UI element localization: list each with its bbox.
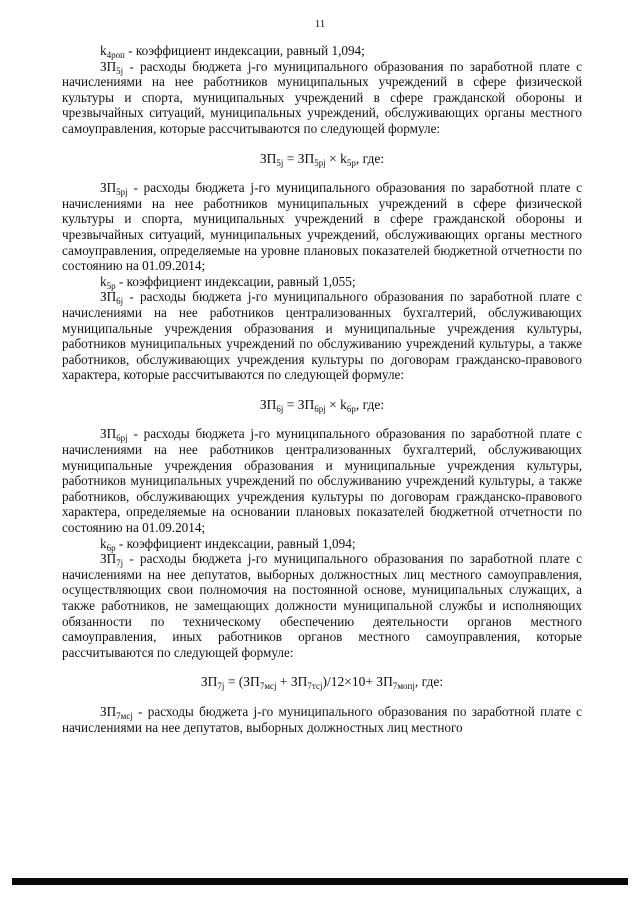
spacer: [62, 660, 582, 674]
paragraph: [62, 43, 582, 59]
page-bottom-rule: [12, 878, 628, 885]
text-run: ЗП: [259, 150, 277, 166]
text-run: k: [100, 273, 107, 289]
text-run: - расходы бюджета j-го муниципального образования по заработной плате с начислениями на нее работников централизованных бухгалтерий, обслуживающих муниципальные учреждения образования и муниципальные учреждения культуры, работников муниципальных учреждений по обслуживанию учреждений культуры, а также работников, обслуживающих учреждения культуры по договорам гражданско-правового характера, которые рассчитываются по следующей формуле:: [62, 289, 582, 383]
text-run: - коэффициент индексации, равный 1,094;: [115, 535, 356, 551]
subscript: 5j: [116, 65, 124, 76]
subscript: 5j: [276, 157, 284, 168]
subscript: 5pj: [116, 187, 128, 198]
formula-line: [62, 151, 582, 167]
text-run: ЗП: [100, 180, 117, 196]
paragraph: [62, 426, 582, 535]
subscript: 5p: [106, 280, 116, 291]
text-run: = ЗП: [283, 396, 315, 412]
text-run: k: [100, 43, 107, 58]
text-run: - коэффициент индексации, равный 1,094;: [124, 43, 365, 58]
subscript: 6j: [116, 296, 124, 307]
text-run: = ЗП: [283, 150, 315, 166]
subscript: 6p: [346, 403, 356, 414]
formula-line: [62, 674, 582, 690]
subscript: 7j: [217, 681, 225, 692]
document-body: [62, 43, 582, 735]
text-run: ЗП: [100, 551, 117, 567]
text-run: ЗП: [259, 396, 277, 412]
text-run: = (ЗП: [224, 674, 260, 690]
paragraph: [62, 289, 582, 383]
paragraph: [62, 180, 582, 274]
text-run: + ЗП: [276, 674, 308, 690]
text-run: - расходы бюджета j-го муниципального образования по заработной плате с начислениями на нее депутатов, выборных должностных лиц местного: [62, 703, 582, 735]
text-run: ЗП: [100, 703, 117, 719]
subscript: 7мсj: [259, 681, 277, 692]
paragraph: [62, 274, 582, 290]
paragraph: [62, 59, 582, 137]
text-run: )/12×10+ ЗП: [322, 674, 393, 690]
text-run: k: [100, 535, 107, 551]
subscript: 6p: [106, 542, 116, 553]
text-run: , где:: [355, 150, 385, 166]
text-run: - расходы бюджета j-го муниципального образования по заработной плате с начислениями на нее работников централизованных бухгалтерий, обслуживающих муниципальные учреждения образования и муниципальные учреждения культуры, работников муниципальных учреждений по обслуживанию учреждений культуры, а также работников, обслуживающих учреждения культуры по договорам гражданско-правового характера, определяемые на основании плановых показателей бюджетной отчетности по состоянию на 01.09.2014;: [62, 426, 582, 536]
text-run: ЗП: [200, 674, 218, 690]
page-number: 11: [314, 18, 326, 30]
spacer: [62, 690, 582, 704]
formula-line: [62, 397, 582, 413]
spacer: [62, 166, 582, 180]
text-run: × k: [325, 150, 347, 166]
subscript: 5pj: [314, 157, 326, 168]
subscript: 7мопj: [392, 681, 415, 692]
subscript: 6pj: [314, 403, 326, 414]
subscript: 4poп: [106, 50, 125, 60]
subscript: 6pj: [116, 433, 128, 444]
paragraph: [62, 551, 582, 660]
text-run: ЗП: [100, 289, 117, 305]
subscript: 7j: [116, 558, 124, 569]
spacer: [62, 137, 582, 151]
subscript: 7тсj: [307, 681, 323, 692]
text-run: - коэффициент индексации, равный 1,055;: [115, 273, 356, 289]
subscript: 6j: [276, 403, 284, 414]
text-run: ЗП: [100, 426, 117, 442]
text-run: , где:: [355, 396, 385, 412]
text-run: - расходы бюджета j-го муниципального образования по заработной плате с начислениями на нее депутатов, выборных должностных лиц местного самоуправления, осуществляющих свои полномочия на постоянной основе, муниципальных служащих, а также работников, не замещающих должности муниципальной службы и исполняющих обязанности по техническому обеспечению деятельности органов местного самоуправления, иных работников органов местного самоуправления, которые рассчитываются по следующей формуле:: [62, 551, 582, 660]
spacer: [62, 412, 582, 426]
text-run: , где:: [414, 674, 444, 690]
text-run: × k: [325, 396, 347, 412]
subscript: 7мсj: [116, 710, 133, 721]
paragraph: [62, 704, 582, 735]
text-run: - расходы бюджета j-го муниципального образования по заработной плате с начислениями на нее работников муниципальных учреждений в сфере физической культуры и спорта, муниципальных учреждений в сфере гражданской обороны и чрезвычайных ситуаций, муниципальных учреждений, обслуживающих органы местного самоуправления, определяемые на уровне плановых показателей бюджетной отчетности по состоянию на 01.09.2014;: [62, 180, 582, 274]
text-run: - расходы бюджета j-го муниципального образования по заработной плате с начислениями на нее работников муниципальных учреждений в сфере физической культуры и спорта, муниципальных учреждений в сфере гражданской обороны и чрезвычайных ситуаций, муниципальных учреждений, обслуживающих органы местного самоуправления, которые рассчитываются по следующей формуле:: [62, 58, 582, 136]
text-run: ЗП: [100, 58, 117, 74]
paragraph: [62, 536, 582, 552]
subscript: 5p: [346, 157, 356, 168]
spacer: [62, 383, 582, 397]
